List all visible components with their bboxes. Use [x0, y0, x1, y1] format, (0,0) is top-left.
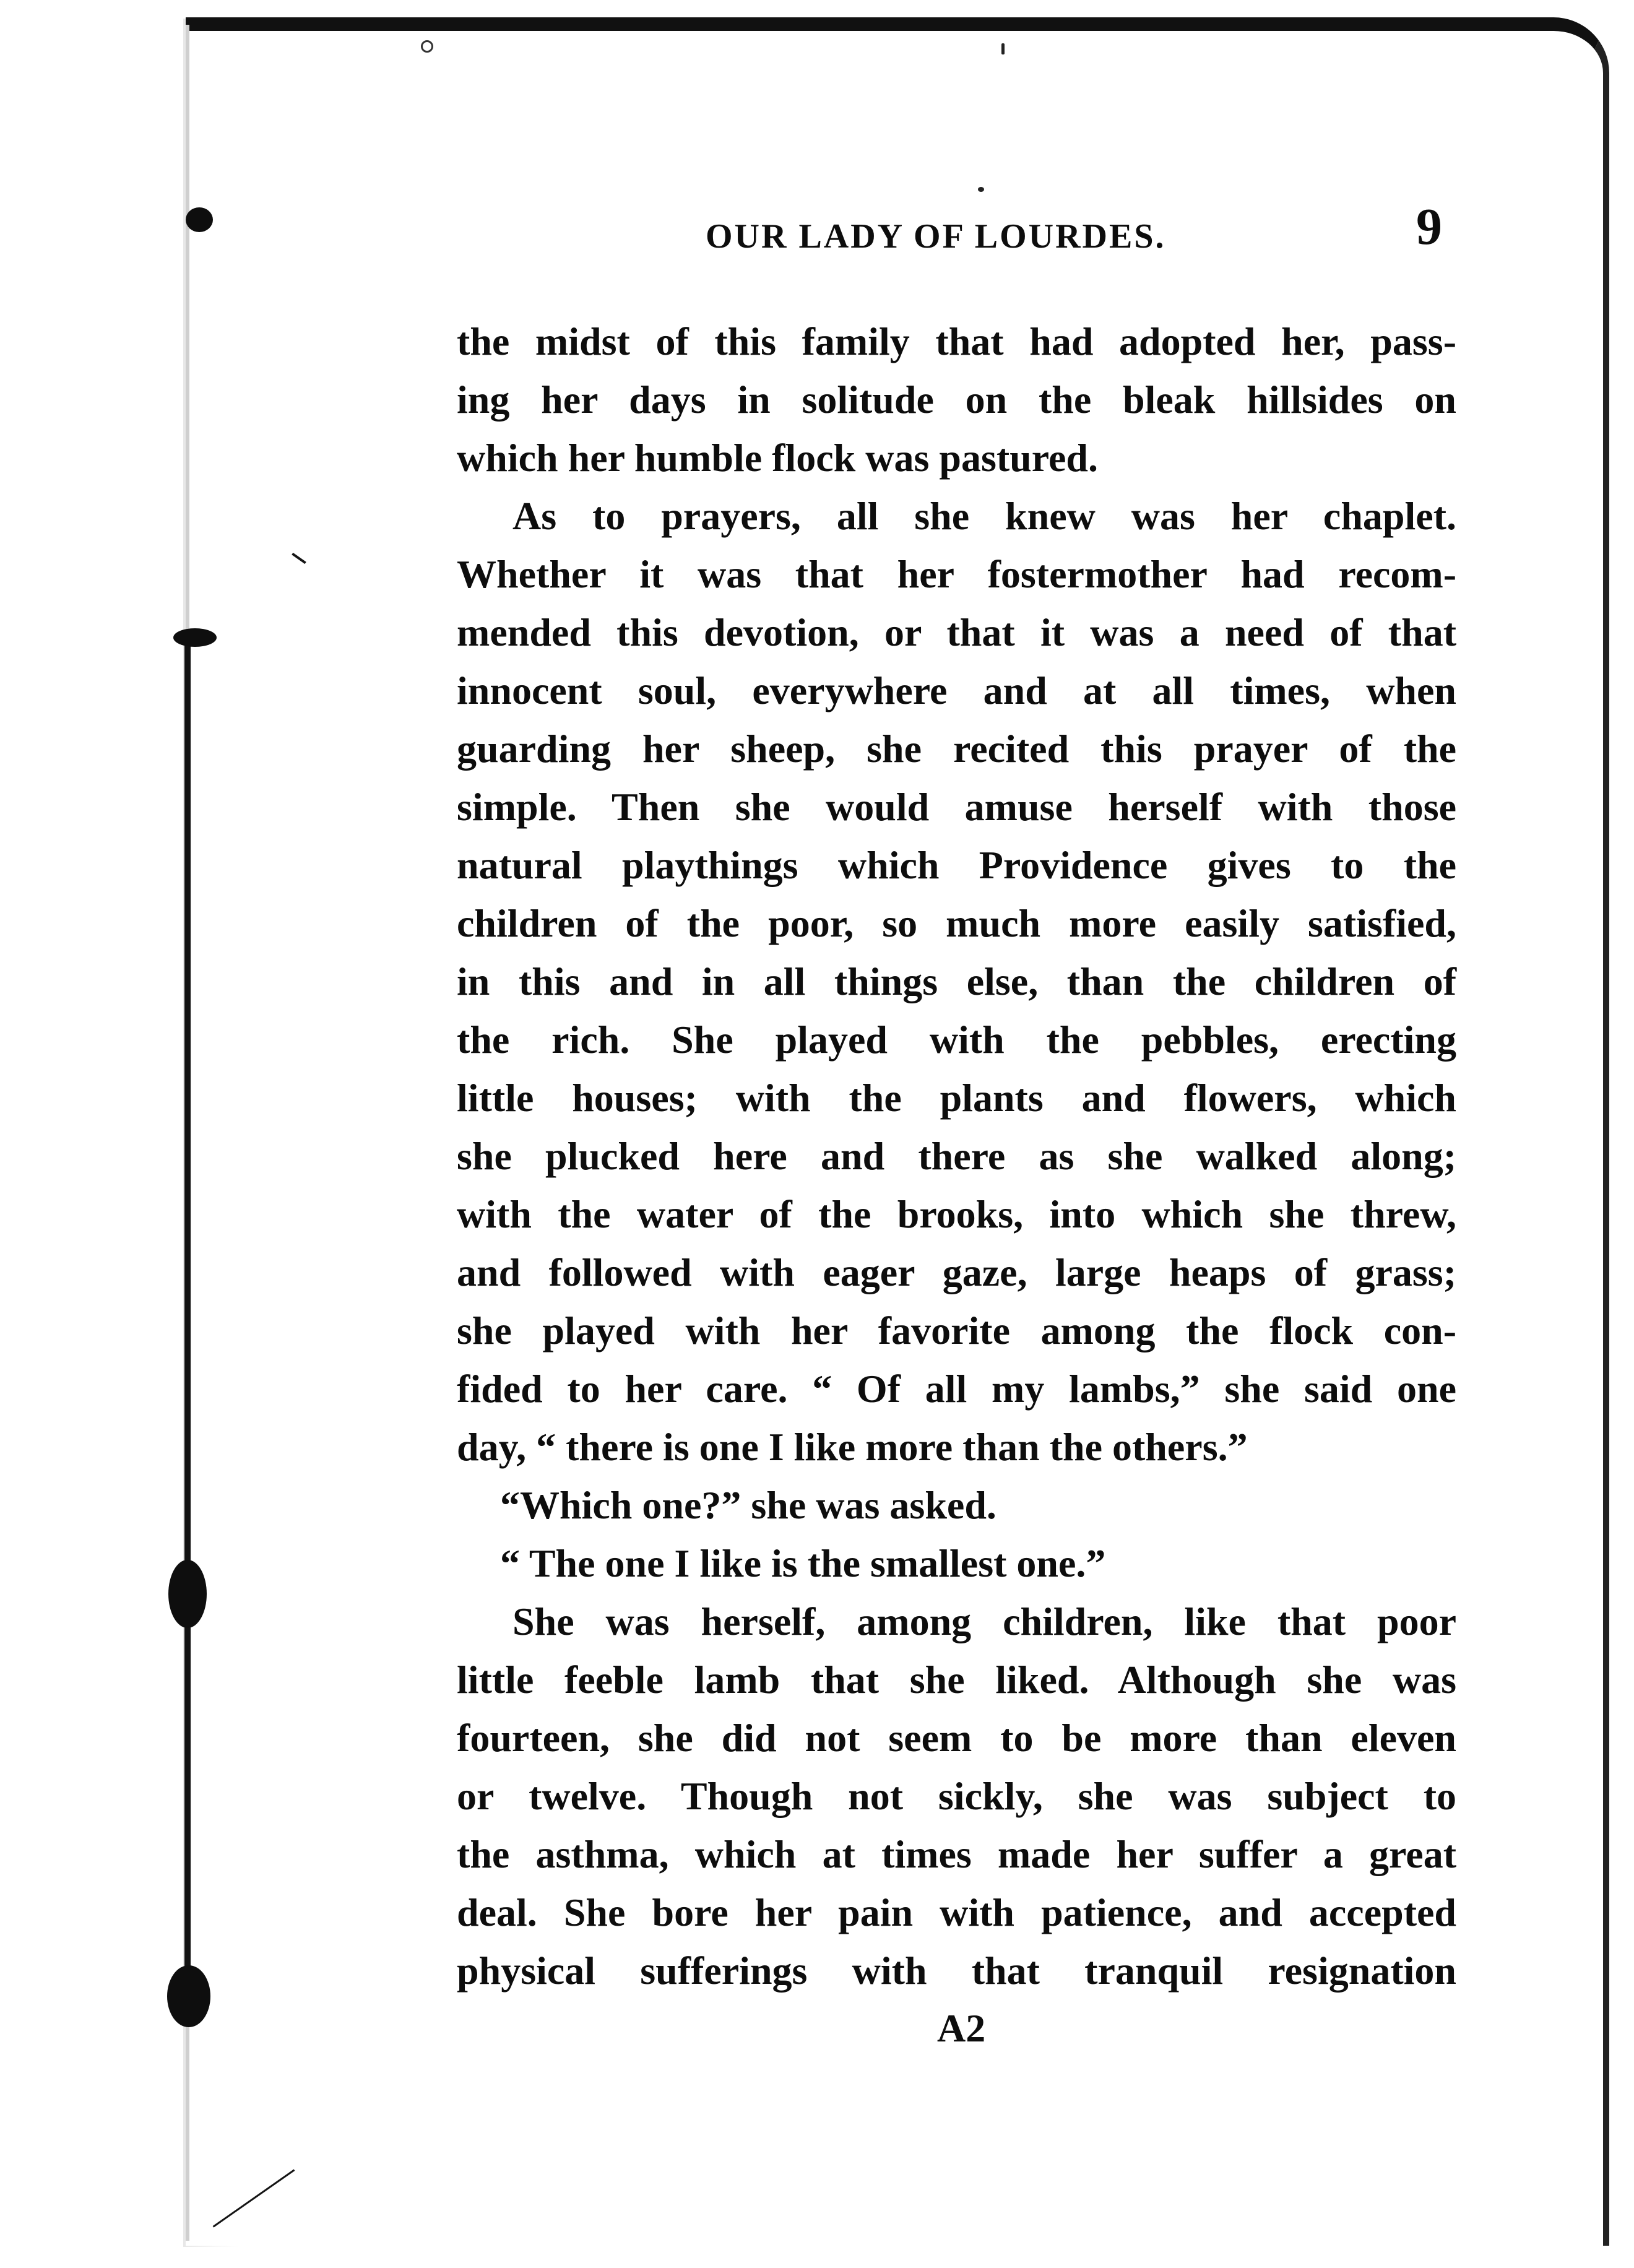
text-line: with the water of the brooks, into which she threw,: [457, 1192, 1456, 1236]
binding-knot-middle: [168, 1560, 207, 1628]
text-line: As to prayers, all she knew was her chaplet.: [512, 494, 1456, 538]
text-line: little feeble lamb that she liked. Although she was: [457, 1658, 1456, 1702]
page-speck: [1001, 43, 1005, 54]
text-line: innocent soul, everywhere and at all times, when: [457, 669, 1456, 712]
running-title: OUR LADY OF LOURDES.: [706, 217, 1166, 256]
body-text: [457, 313, 1456, 2000]
text-line: simple. Then she would amuse herself with those: [457, 785, 1456, 829]
text-line: “Which one?” she was asked.: [500, 1483, 996, 1527]
page-number: 9: [1416, 198, 1442, 256]
binding-knot-upper: [173, 628, 217, 647]
text-line: she plucked here and there as she walked along;: [457, 1134, 1456, 1178]
text-line: she played with her favorite among the flock con-: [457, 1309, 1456, 1353]
text-line: ing her days in solitude on the bleak hillsides on: [457, 378, 1456, 422]
text-line: deal. She bore her pain with patience, and accepted: [457, 1890, 1456, 1934]
text-line: the midst of this family that had adopted her, pass-: [457, 319, 1456, 363]
text-line: the asthma, which at times made her suffer a great: [457, 1832, 1456, 1876]
text-line: or twelve. Though not sickly, she was subject to: [457, 1774, 1456, 1818]
signature-mark: A2: [937, 2006, 986, 2050]
text-line: little houses; with the plants and flowers, which: [457, 1076, 1456, 1120]
text-line: “ The one I like is the smallest one.”: [500, 1541, 1106, 1585]
page-speck: [978, 187, 984, 192]
text-line: in this and in all things else, than the children of: [457, 959, 1456, 1003]
text-line: Whether it was that her fostermother had recom-: [457, 552, 1456, 596]
text-line: mended this devotion, or that it was a need of that: [457, 610, 1456, 654]
page-speck: [421, 40, 433, 53]
text-line: fided to her care. “ Of all my lambs,” she said one: [457, 1367, 1456, 1411]
text-line: and followed with eager gaze, large heaps of grass;: [457, 1250, 1456, 1294]
text-line: children of the poor, so much more easily satisfied,: [457, 901, 1456, 945]
text-line: day, “ there is one I like more than the others.”: [457, 1425, 1248, 1469]
text-line: physical sufferings with that tranquil resignation: [457, 1949, 1456, 1993]
text-line: the rich. She played with the pebbles, erecting: [457, 1018, 1456, 1062]
binding-knot-lower: [167, 1965, 210, 2027]
text-line: natural playthings which Providence gives to the: [457, 843, 1456, 887]
binding-knot-top: [186, 207, 213, 232]
text-line: fourteen, she did not seem to be more than eleven: [457, 1716, 1456, 1760]
text-line: guarding her sheep, she recited this prayer of the: [457, 727, 1456, 771]
binding-thread: [184, 638, 191, 1987]
text-line: which her humble flock was pastured.: [457, 436, 1098, 480]
text-line: She was herself, among children, like that poor: [512, 1599, 1456, 1643]
